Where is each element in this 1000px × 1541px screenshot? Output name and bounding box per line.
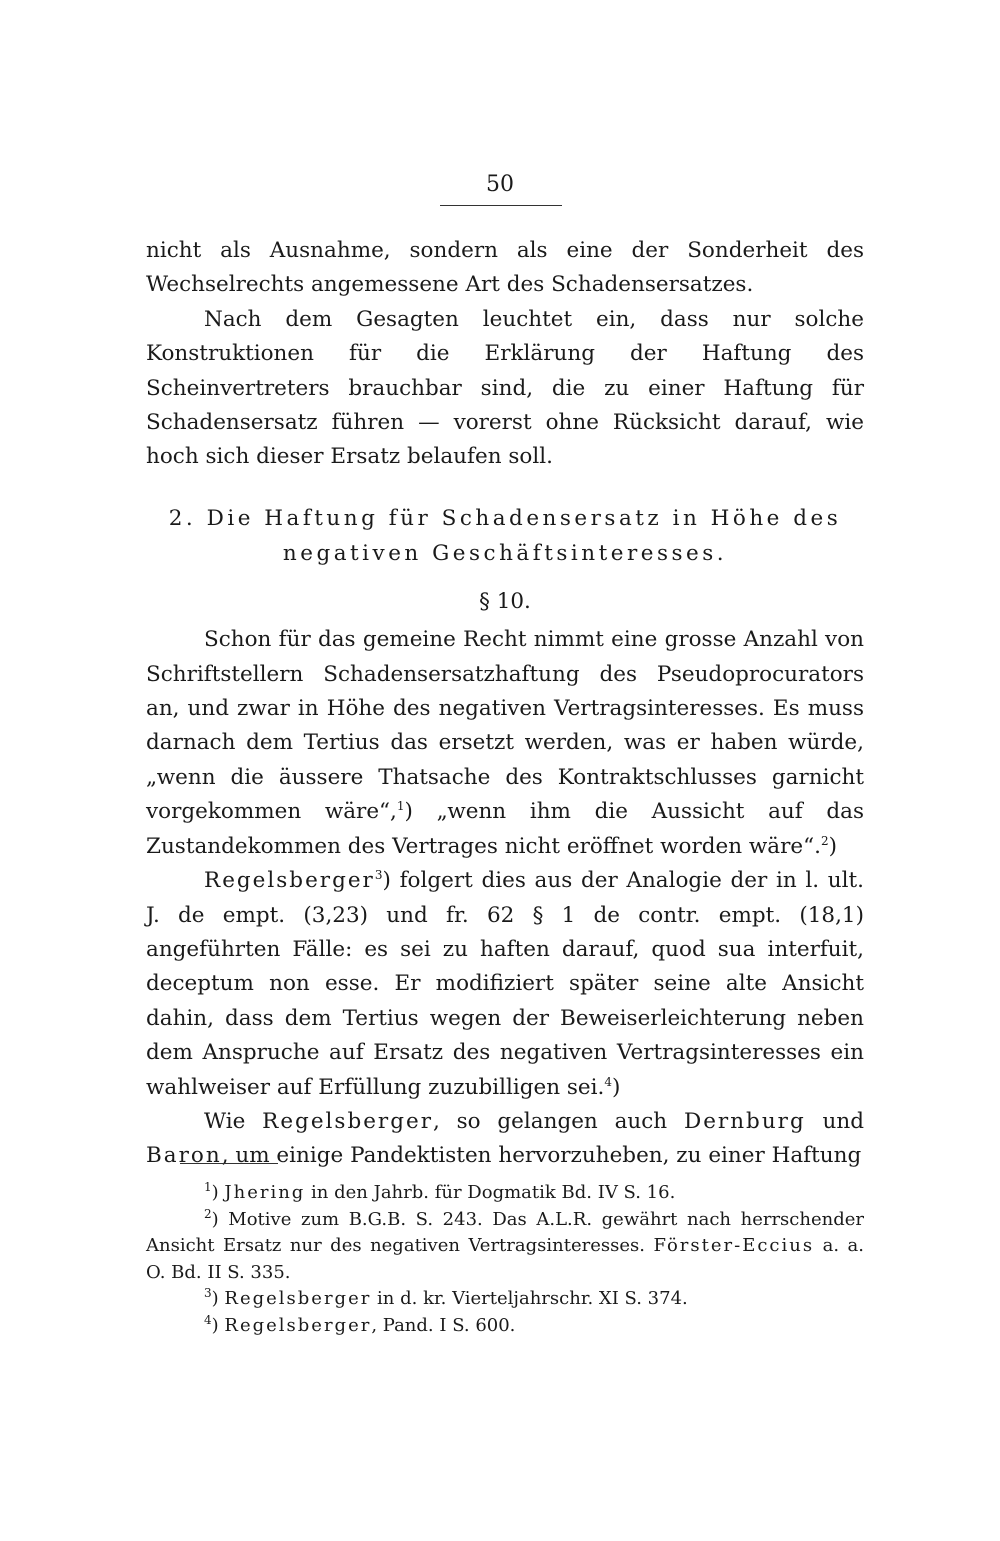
paragraph-regelsberger xyxy=(146,864,864,1105)
footnote-ref-4: 4 xyxy=(604,1074,612,1089)
main-text xyxy=(146,234,864,1174)
author-name-baron: Baron xyxy=(146,1143,222,1169)
author-name-dernburg: Dernburg xyxy=(683,1108,806,1134)
p5-text-a: Wie xyxy=(204,1108,263,1134)
footnote-ref-2: 2 xyxy=(820,833,829,848)
footnote-4: $^4$) Regelsberger, Pand. I S. 600. xyxy=(204,1312,516,1336)
section-heading xyxy=(146,501,864,571)
heading-line-2: negativen Geschäftsinteresses. xyxy=(282,540,728,566)
footnote-1-author: Jhering xyxy=(224,1182,306,1203)
footnote-1-text: in den Jahrb. für Dogmatik Bd. IV S. 16. xyxy=(305,1182,676,1203)
footnote-ref-3: 3 xyxy=(374,867,383,882)
page-number: 50 xyxy=(486,172,514,197)
paragraph-construction: Nach dem Gesagten leuchtet ein, dass nur solche Konstruktionen für die Erklärung der Haftung des Scheinvertreters brauchbar sind, die zu einer Haftung für Schadensersatz führen — vorerst ohne Rücksicht darauf, wie hoch sich dieser Ersatz belaufen soll. xyxy=(146,306,864,470)
section-number: § 10. xyxy=(479,588,531,614)
footnote-3: $^3$) Regelsberger in d. kr. Vierteljahrschr. XI S. 374. xyxy=(204,1286,688,1309)
p3-text-b: ) „wenn ihm die Aussicht auf das Zustandekommen des Vertrages nicht eröffnet worden wäre“. xyxy=(146,799,865,859)
footnote-ref-1: 1 xyxy=(396,799,405,814)
footnote-3-author: Regelsberger xyxy=(224,1288,372,1309)
footnote-mark-1: 1 xyxy=(204,1180,212,1194)
p4-text: ) folgert dies aus der Analogie der in l. ult. J. de empt. (3,23) und fr. 62 § 1 de contr. empt. (18,1) angeführten Fälle: es sei zu haften darauf, quod sua interfuit, deceptum non esse. Er modifiziert später seine alte Ansicht dahin, dass dem Tertius wegen der Beweiserleichterung neben dem Anspruche auf Ersatz des negativen Vertragsinteresses ein wahlweiser auf Erfüllung zuzubilligen sei. xyxy=(146,868,864,1100)
footnote-2: $^2$) Motive zum B.G.B. S. 243. Das A.L.R. gewährt nach herrschender Ansicht Ersatz nur des negativen Vertragsinteresses. Förster-Eccius a. a. O. Bd. II S. 335. xyxy=(146,1206,864,1283)
footnote-4-author: Regelsberger xyxy=(224,1314,372,1336)
p3-text-a: Schon für das gemeine Recht nimmt eine grosse Anzahl von Schriftstellern Schadensersatzhaftung des Pseudoprocurators an, und zwar in Höhe des negativen Vertragsinteresses. Es muss darnach dem Tertius das ersetzt werden, was er haben würde, „wenn die äussere Thatsache des Kontraktschlusses garnicht vorgekommen wäre“, xyxy=(146,627,864,825)
footnote-3-text: in d. kr. Vierteljahrschr. XI S. 374. xyxy=(371,1288,688,1309)
footnotes xyxy=(146,1180,864,1339)
footnote-rule xyxy=(180,1163,278,1164)
author-name-regelsberger-2: Regelsberger xyxy=(262,1108,433,1134)
footnote-2-tail: a. a. O. Bd. II S. 335. xyxy=(146,1235,864,1283)
heading-line-1: 2. Die Haftung für Schadensersatz in Höhe des xyxy=(168,505,842,531)
footnote-2-text: Motive zum B.G.B. S. 243. Das A.L.R. gewährt nach herrschender Ansicht Ersatz nur des negativen Vertragsinteresses. xyxy=(146,1208,864,1256)
p4-end: ) xyxy=(612,1074,621,1100)
paragraph-continuation: nicht als Ausnahme, sondern als eine der Sonderheit des Wechselrechts angemessene Art des Schadensersatzes. xyxy=(146,238,864,298)
p3-text-c: ) xyxy=(828,833,837,859)
paragraph-common-law xyxy=(146,623,864,864)
footnote-mark-3: 3 xyxy=(204,1286,212,1300)
p5-text-b: , so gelangen auch xyxy=(432,1108,684,1134)
author-name-regelsberger: Regelsberger xyxy=(204,868,375,894)
p5-text-c: und xyxy=(805,1108,864,1134)
header-rule xyxy=(440,205,562,206)
footnote-mark-2: 2 xyxy=(204,1206,212,1221)
footnote-mark-4: 4 xyxy=(204,1312,212,1327)
p5-text-d: , um einige Pandektisten hervorzuheben, zu einer Haftung xyxy=(221,1143,862,1169)
footnote-4-text: , Pand. I S. 600. xyxy=(371,1314,516,1336)
footnote-1: $^1$) Jhering in den Jahrb. für Dogmatik Bd. IV S. 16. xyxy=(204,1180,676,1203)
footnote-2-author: Förster-Eccius xyxy=(653,1235,815,1256)
